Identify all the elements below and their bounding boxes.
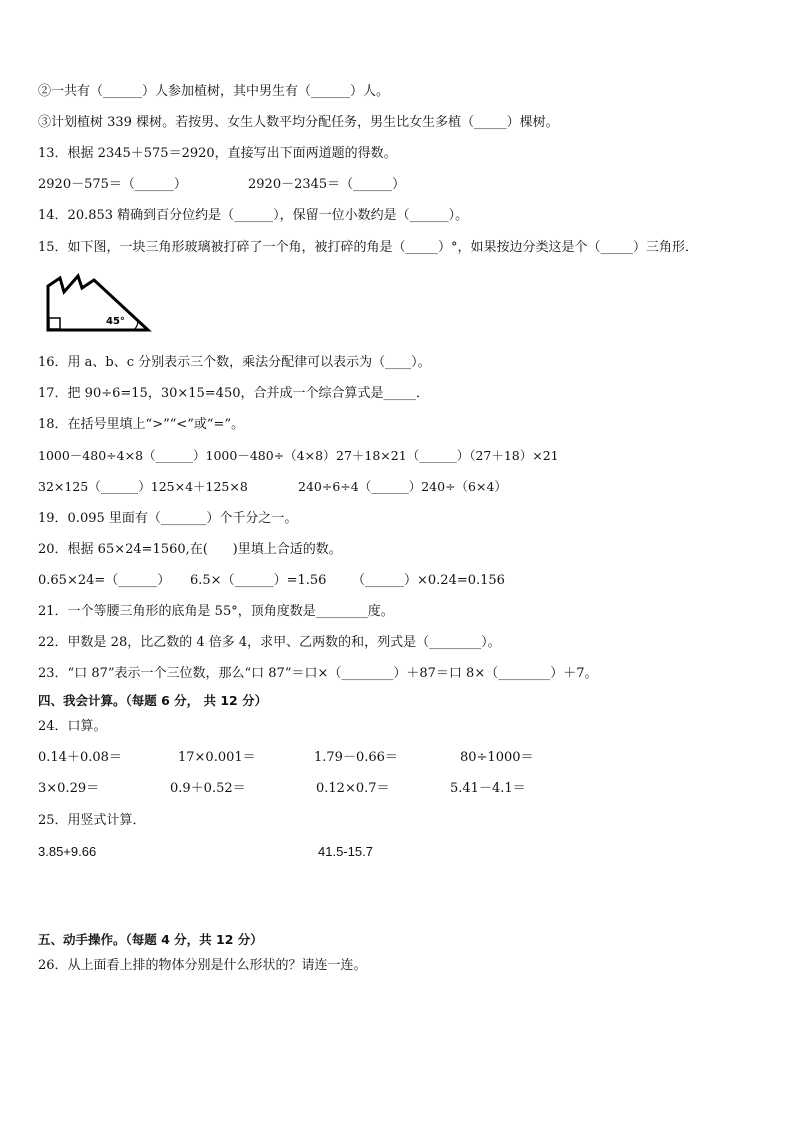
broken-triangle-figure [44,270,154,334]
question-19: 19．0.095 里面有（_______）个千分之一。 [38,511,298,526]
q24-r1-c1: 0.14＋0.08＝ [38,750,122,765]
section-4-heading: 四、我会计算。（每题 6 分， 共 12 分） [38,693,268,708]
line-q11-3: ③计划植树 339 棵树。若按男、女生人数平均分配任务，男生比女生多植（_____）棵树。 [38,115,559,130]
line-q11-2: ②一共有（______）人参加植树，其中男生有（______）人。 [38,84,390,99]
question-18: 18．在括号里填上“>”“<”或“=”。 [38,417,245,432]
q13-b: 2920－2345＝（______） [248,177,406,192]
question-15: 15．如下图，一块三角形玻璃被打碎了一个角，被打碎的角是（_____）°，如果按边分类这是个（_____）三角形． [38,240,699,255]
q20-b: 6.5×（______）=1.56 [190,573,327,588]
question-21: 21．一个等腰三角形的底角是 55°，顶角度数是________度。 [38,604,394,619]
question-22: 22．甲数是 28，比乙数的 4 倍多 4，求甲、乙两数的和，列式是（________）。 [38,635,501,650]
q24-r1-c2: 17×0.001＝ [178,750,256,765]
q20-a: 0.65×24=（______） [38,573,171,588]
q24-r2-c1: 3×0.29＝ [38,781,100,796]
q24-r2-c4: 5.41－4.1＝ [450,781,526,796]
question-17: 17．把 90÷6=15，30×15=450，合并成一个综合算式是_____． [38,386,429,401]
q24-r2-c3: 0.12×0.7＝ [316,781,390,796]
question-16: 16．用 a、b、c 分别表示三个数，乘法分配律可以表示为（____）。 [38,355,431,370]
q24-r1-c3: 1.79－0.66＝ [314,750,398,765]
q13-a: 2920－575＝（______） [38,177,187,192]
q18-row1-a: 1000－480÷4×8（______）1000－480÷（4×8） [38,448,336,463]
q18-row2-a: 32×125（______）125×4＋125×8 [38,479,248,494]
angle-label: 45° [106,316,125,327]
q20-c: （______）×0.24=0.156 [352,573,505,588]
question-25: 25．用竖式计算． [38,813,146,828]
question-23: 23．“口 87”表示一个三位数，那么“口 87”＝口×（________）＋87＝口 8×（________）＋7。 [38,666,598,681]
q18-row1-b: 27＋18×21（______）（27＋18）×21 [336,448,559,463]
q25-a: 3.85+9.66 [38,844,97,859]
section-5-heading: 五、动手操作。（每题 4 分，共 12 分） [38,932,263,947]
q24-r2-c2: 0.9＋0.52＝ [170,781,246,796]
question-20: 20．根据 65×24=1560,在( )里填上合适的数。 [38,542,342,557]
q24-r1-c4: 80÷1000＝ [460,750,534,765]
question-14: 14．20.853 精确到百分位约是（______），保留一位小数约是（______）。 [38,208,469,223]
question-13: 13．根据 2345＋575＝2920，直接写出下面两道题的得数。 [38,146,397,161]
right-angle-mark [49,318,60,329]
q18-row2-b: 240÷6÷4（______）240÷（6×4） [298,479,507,494]
q25-b: 41.5-15.7 [318,844,373,859]
question-26: 26．从上面看上排的物体分别是什么形状的？请连一连。 [38,958,367,973]
question-24: 24．口算。 [38,719,107,734]
